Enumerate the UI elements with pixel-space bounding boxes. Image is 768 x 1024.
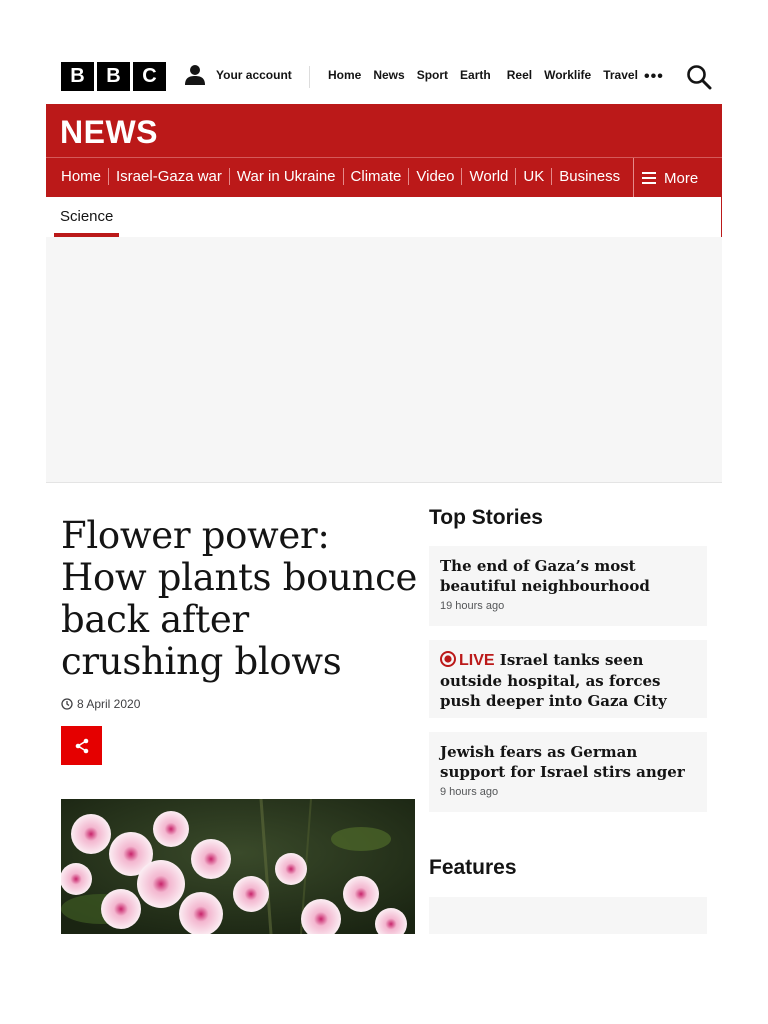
live-badge: LIVE <box>459 652 495 669</box>
news-banner <box>46 104 722 157</box>
feature-card[interactable] <box>429 897 707 934</box>
bbc-logo[interactable] <box>61 62 166 91</box>
story-title <box>440 650 696 711</box>
story-card-live[interactable] <box>429 640 707 718</box>
secnav-more-label: More <box>664 169 699 187</box>
subnav-science[interactable]: Science <box>60 208 114 225</box>
phlox-flowers-image <box>61 799 415 934</box>
hamburger-icon <box>642 172 656 184</box>
secnav-world[interactable]: World <box>462 168 516 185</box>
divider <box>309 66 310 88</box>
secnav-video[interactable]: Video <box>409 168 462 185</box>
secnav-israel-gaza-war[interactable]: Israel-Gaza war <box>109 168 230 185</box>
share-button[interactable] <box>61 726 102 765</box>
secnav-home[interactable]: Home <box>54 168 109 185</box>
live-icon <box>440 651 456 667</box>
secnav-business[interactable]: Business <box>559 168 621 185</box>
bbc-logo-letter: B <box>97 62 130 91</box>
topnav-home[interactable]: Home <box>328 68 362 82</box>
story-time: 9 hours ago <box>440 786 499 798</box>
article-hero-image <box>61 799 415 934</box>
story-card[interactable] <box>429 732 707 812</box>
topnav-sport[interactable]: Sport <box>416 68 449 82</box>
features-heading: Features <box>429 856 517 879</box>
news-logo[interactable]: NEWS <box>60 114 158 150</box>
article-headline: Flower power: How plants bounce back after crushing blows <box>61 514 418 683</box>
sub-navigation <box>46 197 722 237</box>
topnav-worklife[interactable]: Worklife <box>544 68 592 82</box>
topnav-reel[interactable]: Reel <box>506 68 533 82</box>
more-menu-button[interactable]: ••• <box>644 68 664 85</box>
story-time: 19 hours ago <box>440 600 505 612</box>
bbc-logo-letter: B <box>61 62 94 91</box>
date-text: 8 April 2020 <box>77 697 141 711</box>
top-stories-heading: Top Stories <box>429 506 543 529</box>
search-icon[interactable] <box>686 64 712 90</box>
your-account-link[interactable] <box>184 64 292 86</box>
story-title: The end of Gaza’s most beautiful neighbourhood <box>440 557 650 595</box>
secnav-more-button[interactable] <box>633 158 722 198</box>
clock-icon <box>61 698 73 710</box>
story-title-text: Israel tanks seen outside hospital, as forces push deeper into Gaza City <box>440 651 667 710</box>
advert-placeholder <box>46 237 722 483</box>
bbc-masthead <box>46 48 722 104</box>
section-navigation <box>46 157 722 197</box>
story-title: Jewish fears as German support for Israel stirs anger <box>440 743 685 781</box>
top-navigation <box>322 68 644 82</box>
story-card[interactable] <box>429 546 707 626</box>
bbc-logo-letter: C <box>133 62 166 91</box>
share-icon <box>74 738 90 754</box>
secnav-climate[interactable]: Climate <box>344 168 410 185</box>
secnav-war-in-ukraine[interactable]: War in Ukraine <box>230 168 344 185</box>
topnav-travel[interactable]: Travel <box>603 68 638 82</box>
article-date <box>61 697 140 711</box>
topnav-earth[interactable]: Earth <box>460 68 491 82</box>
account-label: Your account <box>216 68 292 82</box>
topnav-news[interactable]: News <box>373 68 405 82</box>
person-icon <box>184 64 206 86</box>
secnav-uk[interactable]: UK <box>516 168 552 185</box>
